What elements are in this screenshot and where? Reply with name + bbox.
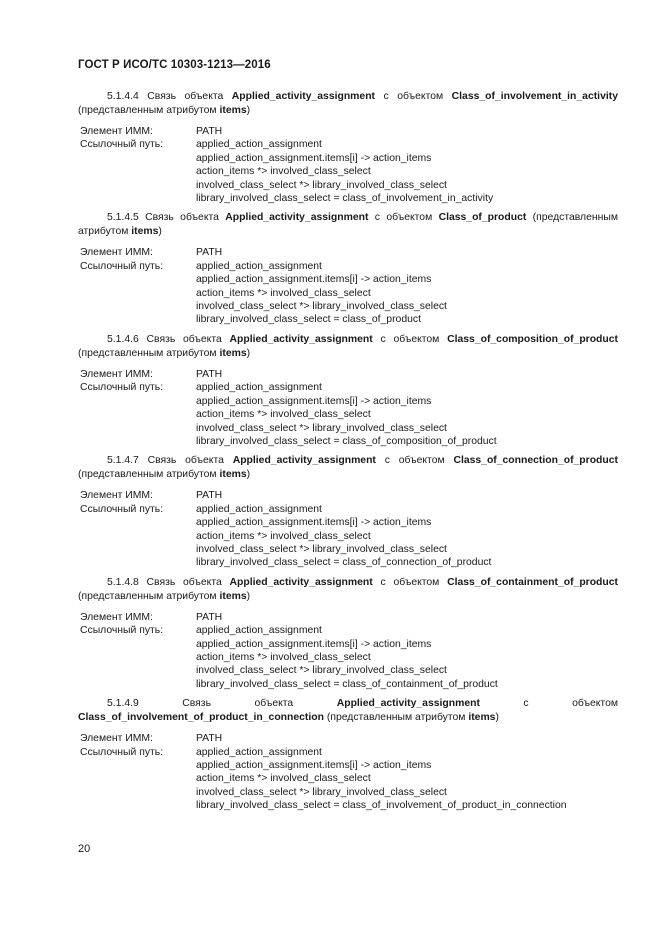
- mapping-section: [78, 576, 618, 691]
- path-line: applied_action_assignment: [196, 746, 322, 758]
- element-label: Элемент ИММ:: [80, 490, 153, 502]
- element-label: Элемент ИММ:: [80, 126, 153, 137]
- mapping-rows: [78, 125, 618, 205]
- mapping-section: [78, 454, 618, 569]
- element-value: PATH: [196, 126, 223, 137]
- section-title: 5.1.4.5 Связь объекта Applied_activity_assignment с объектом Class_of_product (представленным атрибутом items): [78, 212, 618, 238]
- path-line: library_involved_class_select = class_of_involvement_of_product_in_connection: [196, 800, 567, 812]
- mapping-rows: [78, 246, 618, 326]
- element-label: Элемент ИММ:: [80, 247, 153, 259]
- path-line: library_involved_class_select = class_of_containment_of_product: [196, 678, 498, 690]
- path-line: library_involved_class_select = class_of_composition_of_product: [196, 435, 497, 447]
- element-value: PATH: [196, 368, 223, 380]
- path-line: library_involved_class_select = class_of_product: [196, 314, 421, 326]
- section-title: 5.1.4.4 Связь объекта Applied_activity_assignment с объектом Class_of_involvement_in_activity (представленным атрибутом items): [78, 91, 618, 116]
- element-label: Элемент ИММ:: [80, 368, 153, 380]
- path-line: action_items *> involved_class_select: [196, 773, 371, 785]
- mapping-section: [78, 90, 618, 205]
- reference-path-label: Ссылочный путь:: [80, 260, 164, 272]
- element-value: PATH: [196, 611, 223, 623]
- path-line: applied_action_assignment: [196, 503, 322, 515]
- path-line: applied_action_assignment: [196, 382, 322, 394]
- element-value: PATH: [196, 490, 223, 502]
- element-label: Элемент ИММ:: [80, 611, 153, 623]
- path-line: action_items *> involved_class_select: [196, 287, 371, 299]
- path-line: applied_action_assignment.items[i] -> action_items: [196, 760, 432, 771]
- path-line: action_items *> involved_class_select: [196, 409, 371, 421]
- document-body: [78, 90, 618, 819]
- reference-path-label: Ссылочный путь:: [80, 625, 164, 637]
- element-value: PATH: [196, 733, 223, 745]
- mapping-section: [78, 211, 618, 326]
- element-value: PATH: [196, 247, 223, 259]
- mapping-rows: [78, 611, 618, 691]
- mapping-section: [78, 333, 618, 448]
- section-title: 5.1.4.8 Связь объекта Applied_activity_assignment с объектом Class_of_containment_of_product (представленным атрибутом items): [78, 576, 618, 602]
- path-line: applied_action_assignment: [196, 139, 322, 151]
- reference-path-label: Ссылочный путь:: [80, 139, 164, 151]
- path-line: involved_class_select *> library_involved_class_select: [196, 786, 447, 798]
- reference-path-label: Ссылочный путь:: [80, 746, 164, 758]
- reference-path-label: Ссылочный путь:: [80, 503, 164, 515]
- path-line: action_items *> involved_class_select: [196, 530, 371, 542]
- mapping-rows: [78, 368, 618, 448]
- path-line: action_items *> involved_class_select: [196, 166, 371, 178]
- path-line: involved_class_select *> library_involved_class_select: [196, 543, 447, 555]
- path-line: action_items *> involved_class_select: [196, 651, 371, 663]
- reference-path-label: Ссылочный путь:: [80, 382, 164, 394]
- element-label: Элемент ИММ:: [80, 733, 153, 745]
- path-line: applied_action_assignment.items[i] -> action_items: [196, 638, 432, 650]
- section-title: 5.1.4.7 Связь объекта Applied_activity_assignment с объектом Class_of_connection_of_product (представленным атрибутом items): [78, 455, 618, 481]
- path-line: involved_class_select *> library_involved_class_select: [196, 301, 447, 313]
- path-line: involved_class_select *> library_involved_class_select: [196, 665, 447, 677]
- page-number: 20: [78, 843, 91, 855]
- path-line: applied_action_assignment: [196, 260, 322, 272]
- path-line: applied_action_assignment.items[i] -> action_items: [196, 395, 432, 407]
- path-line: applied_action_assignment.items[i] -> action_items: [196, 152, 432, 164]
- mapping-rows: [78, 732, 618, 812]
- path-line: applied_action_assignment: [196, 625, 322, 637]
- path-line: library_involved_class_select = class_of_involvement_in_activity: [196, 193, 494, 205]
- section-title: 5.1.4.6 Связь объекта Applied_activity_assignment с объектом Class_of_composition_of_product (представленным атрибутом items): [78, 333, 618, 359]
- mapping-section: [78, 697, 618, 812]
- path-line: involved_class_select *> library_involved_class_select: [196, 422, 447, 434]
- path-line: applied_action_assignment.items[i] -> action_items: [196, 274, 432, 286]
- path-line: applied_action_assignment.items[i] -> action_items: [196, 517, 432, 529]
- path-line: involved_class_select *> library_involved_class_select: [196, 179, 447, 191]
- mapping-rows: [78, 489, 618, 569]
- document-header: ГОСТ Р ИСО/ТС 10303-1213—2016: [78, 59, 271, 71]
- path-line: library_involved_class_select = class_of_connection_of_product: [196, 557, 492, 569]
- section-title: 5.1.4.9 Связь объекта Applied_activity_assignment с объектом Class_of_involvement_of_product_in_connection (представленным атрибутом items): [78, 698, 618, 724]
